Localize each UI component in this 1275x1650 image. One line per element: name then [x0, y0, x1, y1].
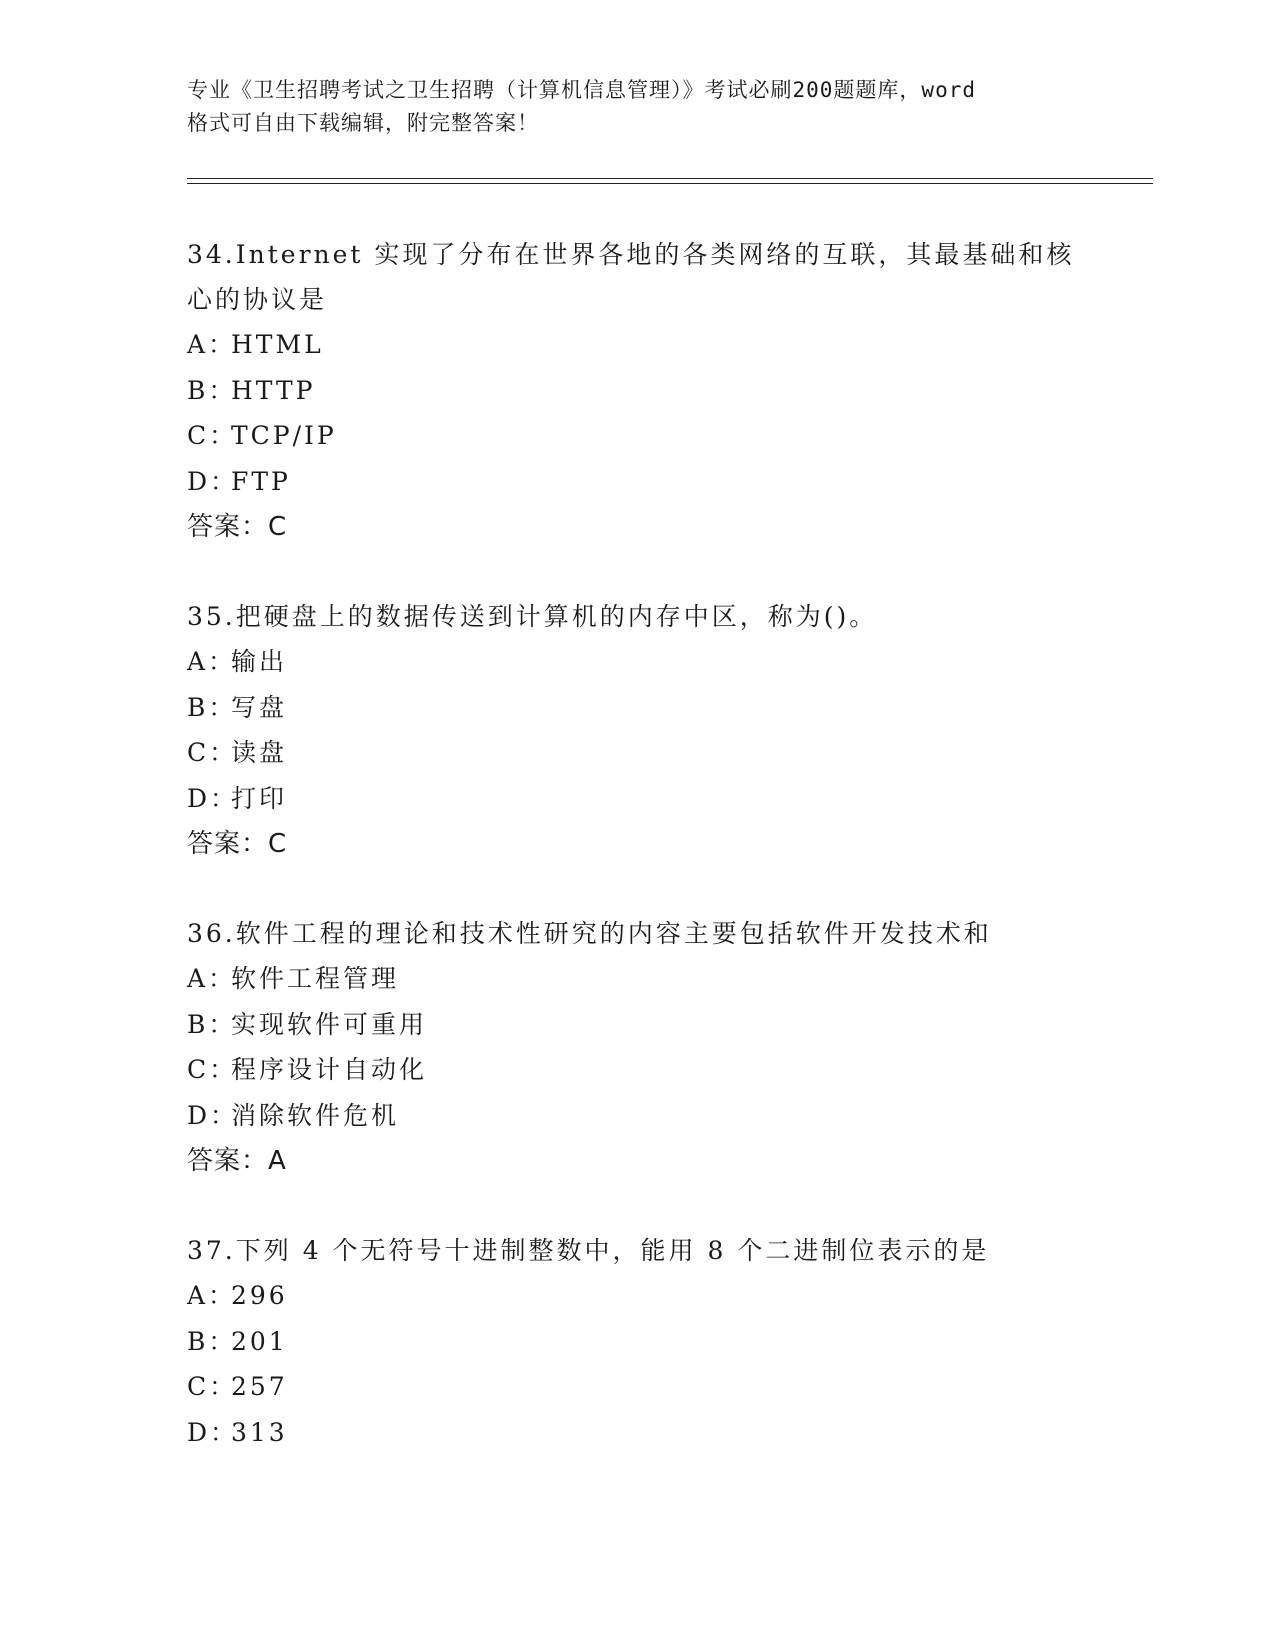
option-text: 写盘: [231, 692, 288, 722]
option-key: B：: [187, 375, 237, 405]
question-stem-line: 35.把硬盘上的数据传送到计算机的内存中区，称为()。: [187, 602, 878, 631]
question-34: [187, 232, 1107, 550]
option-key: C：: [187, 421, 238, 450]
option-text: 软件工程管理: [231, 964, 400, 993]
option-a: [187, 956, 1107, 1002]
option-a: [187, 322, 1107, 368]
option-a: [187, 639, 1107, 685]
option-key: C：: [187, 1372, 238, 1401]
option-text: 296: [231, 1281, 288, 1310]
option-key: B：: [187, 1009, 237, 1039]
option-key: A：: [187, 330, 237, 359]
option-text: TCP/IP: [231, 421, 337, 450]
header-line-1: 专业《卫生招聘考试之卫生招聘（计算机信息管理）》考试必刷200题题库，word: [187, 78, 976, 102]
option-c: [187, 730, 1107, 776]
question-stem-line: 36.软件工程的理论和技术性研究的内容主要包括软件开发技术和: [187, 919, 992, 948]
option-b: [187, 368, 1107, 414]
option-d: [187, 1410, 1107, 1456]
answer-line: 答案：A: [187, 1146, 287, 1176]
answer-line: 答案：C: [187, 512, 288, 542]
option-key: C：: [187, 1055, 238, 1084]
option-c: [187, 1047, 1107, 1093]
option-text: 消除软件危机: [231, 1100, 400, 1130]
option-key: D：: [187, 466, 239, 496]
header-divider-top: [187, 178, 1153, 179]
option-text: HTTP: [231, 375, 316, 405]
option-text: HTML: [231, 330, 324, 359]
option-text: 实现软件可重用: [231, 1009, 428, 1039]
option-key: D：: [187, 1100, 239, 1130]
option-b: [187, 685, 1107, 731]
option-key: D：: [187, 783, 239, 813]
option-b: [187, 1002, 1107, 1048]
option-text: 程序设计自动化: [231, 1055, 428, 1084]
option-a: [187, 1273, 1107, 1319]
question-stem-line: 心的协议是: [187, 285, 328, 314]
option-text: 读盘: [231, 738, 288, 767]
option-c: [187, 413, 1107, 459]
option-d: [187, 1093, 1107, 1139]
option-d: [187, 776, 1107, 822]
question-35: [187, 594, 1107, 867]
option-text: 输出: [231, 647, 288, 676]
header-divider-bottom: [187, 183, 1153, 184]
option-key: A：: [187, 964, 237, 993]
answer-line: 答案：C: [187, 829, 288, 859]
question-stem-line: 34.Internet 实现了分布在世界各地的各类网络的互联，其最基础和核: [187, 240, 1075, 269]
option-text: 201: [231, 1326, 288, 1356]
question-36: [187, 911, 1107, 1184]
option-text: 313: [231, 1417, 288, 1447]
option-key: A：: [187, 1281, 237, 1310]
option-key: A：: [187, 647, 237, 676]
document-header: [187, 74, 1087, 140]
option-key: D：: [187, 1417, 239, 1447]
question-list: [187, 232, 1107, 1499]
option-key: B：: [187, 692, 237, 722]
option-text: 257: [231, 1372, 288, 1401]
option-key: B：: [187, 1326, 237, 1356]
option-key: C：: [187, 738, 238, 767]
question-stem-line: 37.下列 4 个无符号十进制整数中，能用 8 个二进制位表示的是: [187, 1236, 990, 1265]
option-c: [187, 1364, 1107, 1410]
option-text: FTP: [231, 466, 291, 496]
header-line-2: 格式可自由下载编辑，附完整答案！: [187, 111, 539, 135]
option-d: [187, 459, 1107, 505]
option-text: 打印: [231, 783, 288, 813]
question-37: [187, 1228, 1107, 1455]
option-b: [187, 1319, 1107, 1365]
